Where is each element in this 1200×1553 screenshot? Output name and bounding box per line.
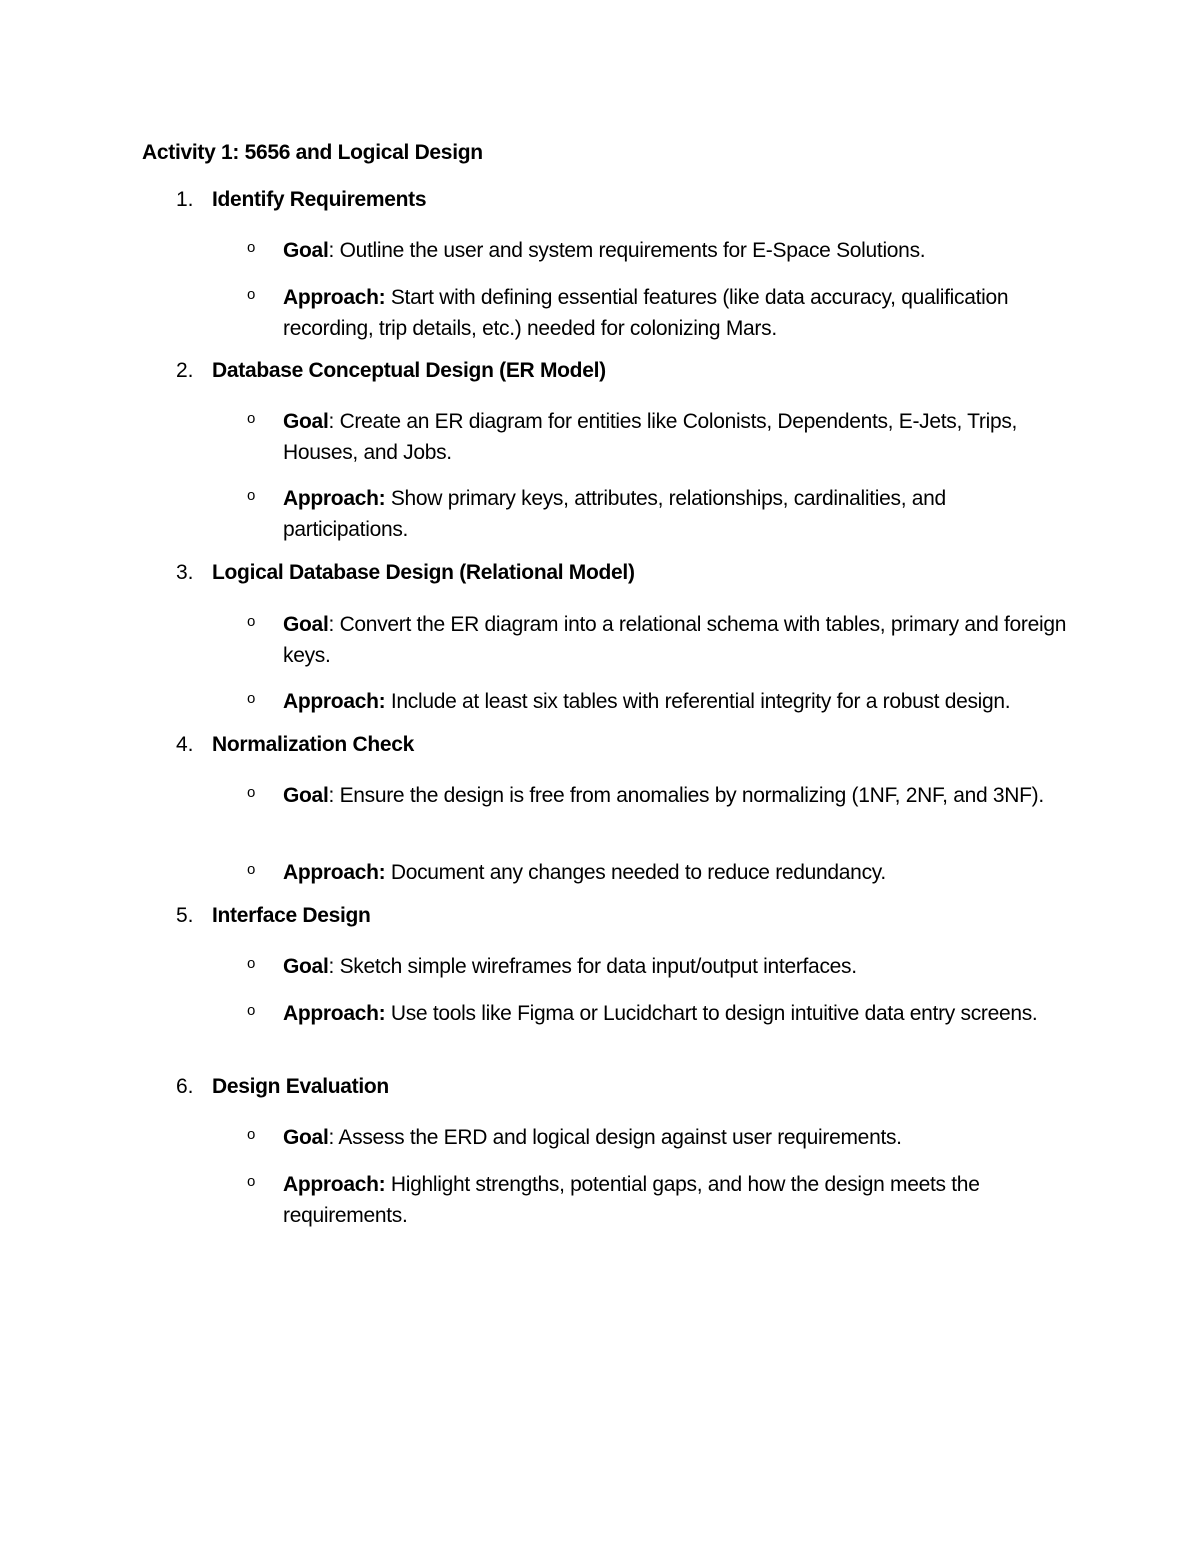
bullet-body: Highlight strengths, potential gaps, and how the design meets the requirements.	[283, 1173, 980, 1227]
bullet-separator: :	[378, 286, 386, 309]
bullet-body: Ensure the design is free from anomalies by normalizing (1NF, 2NF, and 3NF).	[334, 784, 1044, 807]
bullet-body: Outline the user and system requirements for E-Space Solutions.	[334, 239, 926, 262]
bullet-text	[283, 1169, 1073, 1231]
bullet-body: Sketch simple wireframes for data input/output interfaces.	[334, 955, 857, 978]
bullet-separator: :	[328, 613, 335, 636]
bullet-label: Approach	[283, 286, 379, 309]
step-number: 2.	[176, 359, 194, 382]
bullet-label: Goal	[283, 955, 329, 978]
bullet-separator: :	[378, 1002, 386, 1025]
bullet-body: Assess the ERD and logical design against user requirements.	[334, 1126, 902, 1149]
bullet-icon: o	[247, 286, 256, 303]
bullet-separator: :	[328, 410, 335, 433]
bullet-icon: o	[247, 955, 256, 972]
step-title: Identify Requirements	[212, 188, 427, 211]
bullet-icon: o	[247, 487, 256, 504]
bullet-separator: :	[378, 690, 386, 713]
bullet-body: Include at least six tables with referential integrity for a robust design.	[385, 690, 1011, 713]
bullet-separator: :	[378, 861, 386, 884]
bullet-separator: :	[378, 1173, 386, 1196]
bullet-body: Show primary keys, attributes, relationships, cardinalities, and participations.	[283, 487, 946, 541]
bullet-body: Convert the ER diagram into a relational schema with tables, primary and foreign keys.	[283, 613, 1067, 667]
bullet-text	[283, 951, 1073, 982]
bullet-icon: o	[247, 1002, 256, 1019]
bullet-text	[283, 235, 1073, 266]
bullet-text	[283, 780, 1073, 811]
bullet-body: Start with defining essential features (like data accuracy, qualification recording, trip details, etc.) needed for colonizing Mars.	[283, 286, 1009, 340]
bullet-body: Document any changes needed to reduce redundancy.	[385, 861, 886, 884]
bullet-body: Use tools like Figma or Lucidchart to design intuitive data entry screens.	[385, 1002, 1038, 1025]
bullet-label: Approach	[283, 861, 379, 884]
document-title: Activity 1: 5656 and Logical Design	[142, 141, 483, 164]
step-number: 5.	[176, 904, 194, 927]
bullet-icon: o	[247, 861, 256, 878]
bullet-label: Approach	[283, 487, 379, 510]
step-number: 4.	[176, 733, 194, 756]
step-title: Interface Design	[212, 904, 371, 927]
bullet-text	[283, 483, 1073, 545]
bullet-label: Goal	[283, 239, 329, 262]
step-title: Design Evaluation	[212, 1075, 389, 1098]
bullet-icon: o	[247, 410, 256, 427]
bullet-label: Goal	[283, 1126, 329, 1149]
bullet-separator: :	[328, 239, 335, 262]
bullet-icon: o	[247, 690, 256, 707]
step-number: 3.	[176, 561, 194, 584]
bullet-label: Goal	[283, 410, 329, 433]
bullet-icon: o	[247, 613, 256, 630]
step-number: 6.	[176, 1075, 194, 1098]
bullet-label: Approach	[283, 690, 379, 713]
bullet-body: Create an ER diagram for entities like Colonists, Dependents, E-Jets, Trips, Houses, and Jobs.	[283, 410, 1018, 464]
bullet-separator: :	[328, 955, 335, 978]
bullet-label: Goal	[283, 784, 329, 807]
bullet-text	[283, 998, 1073, 1029]
step-title: Database Conceptual Design (ER Model)	[212, 359, 606, 382]
bullet-separator: :	[328, 784, 335, 807]
bullet-text	[283, 686, 1073, 717]
bullet-text	[283, 282, 1073, 344]
bullet-icon: o	[247, 239, 256, 256]
bullet-text	[283, 609, 1073, 671]
bullet-icon: o	[247, 1173, 256, 1190]
step-title: Normalization Check	[212, 733, 415, 756]
bullet-text	[283, 406, 1073, 468]
bullet-text	[283, 857, 1073, 888]
bullet-icon: o	[247, 784, 256, 801]
bullet-label: Approach	[283, 1002, 379, 1025]
bullet-text	[283, 1122, 1073, 1153]
bullet-separator: :	[328, 1126, 335, 1149]
bullet-label: Goal	[283, 613, 329, 636]
step-title: Logical Database Design (Relational Model)	[212, 561, 635, 584]
bullet-icon: o	[247, 1126, 256, 1143]
bullet-separator: :	[378, 487, 386, 510]
bullet-label: Approach	[283, 1173, 379, 1196]
step-number: 1.	[176, 188, 194, 211]
